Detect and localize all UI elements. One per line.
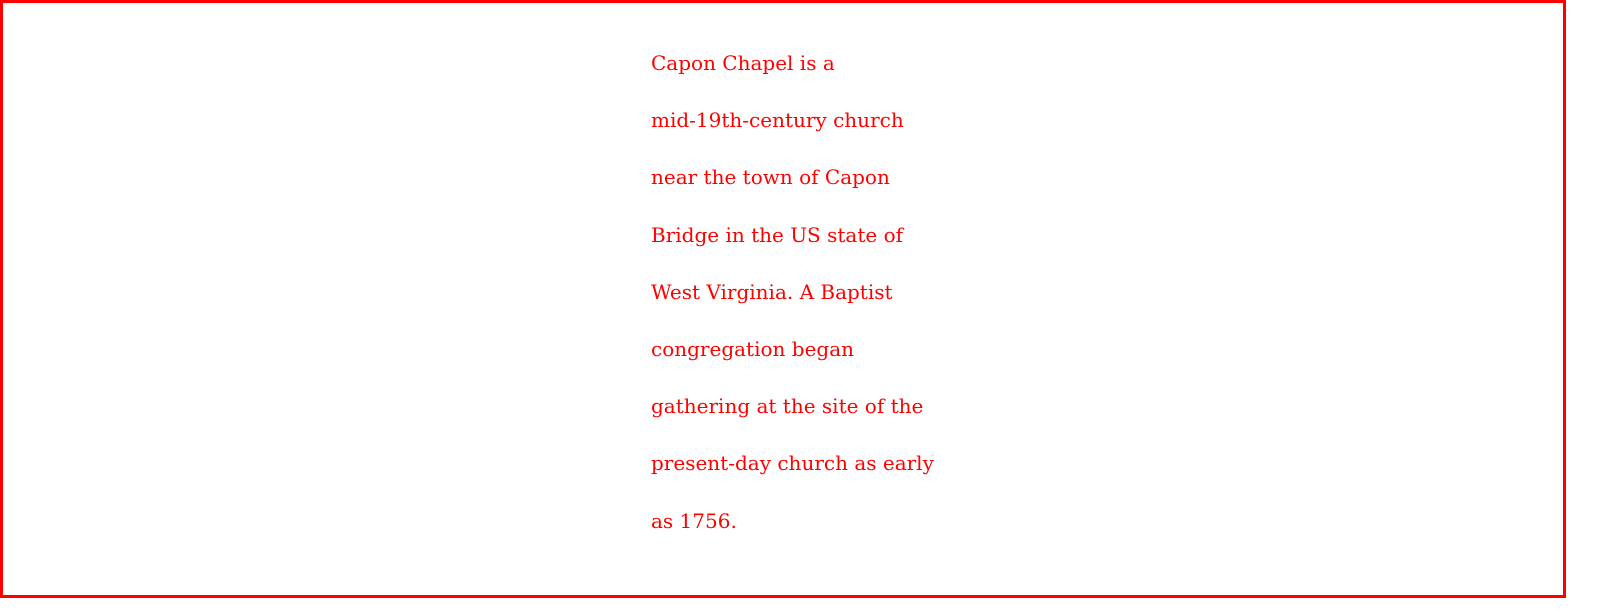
- paragraph-line-8: present-day church as early: [651, 451, 934, 476]
- paragraph-line-5: West Virginia. A Baptist: [651, 279, 893, 304]
- paragraph-line-6: congregation began: [651, 336, 855, 361]
- paragraph-line-4: Bridge in the US state of: [651, 222, 904, 247]
- paragraph: [651, 48, 951, 563]
- paragraph-line-3: near the town of Capon: [651, 165, 890, 190]
- paragraph-line-1: Capon Chapel is a: [651, 51, 835, 75]
- paragraph-line-2: mid-19th-century church: [651, 108, 904, 133]
- paragraph-line-9: as 1756.: [651, 508, 737, 533]
- paragraph-line-7: gathering at the site of the: [651, 394, 924, 419]
